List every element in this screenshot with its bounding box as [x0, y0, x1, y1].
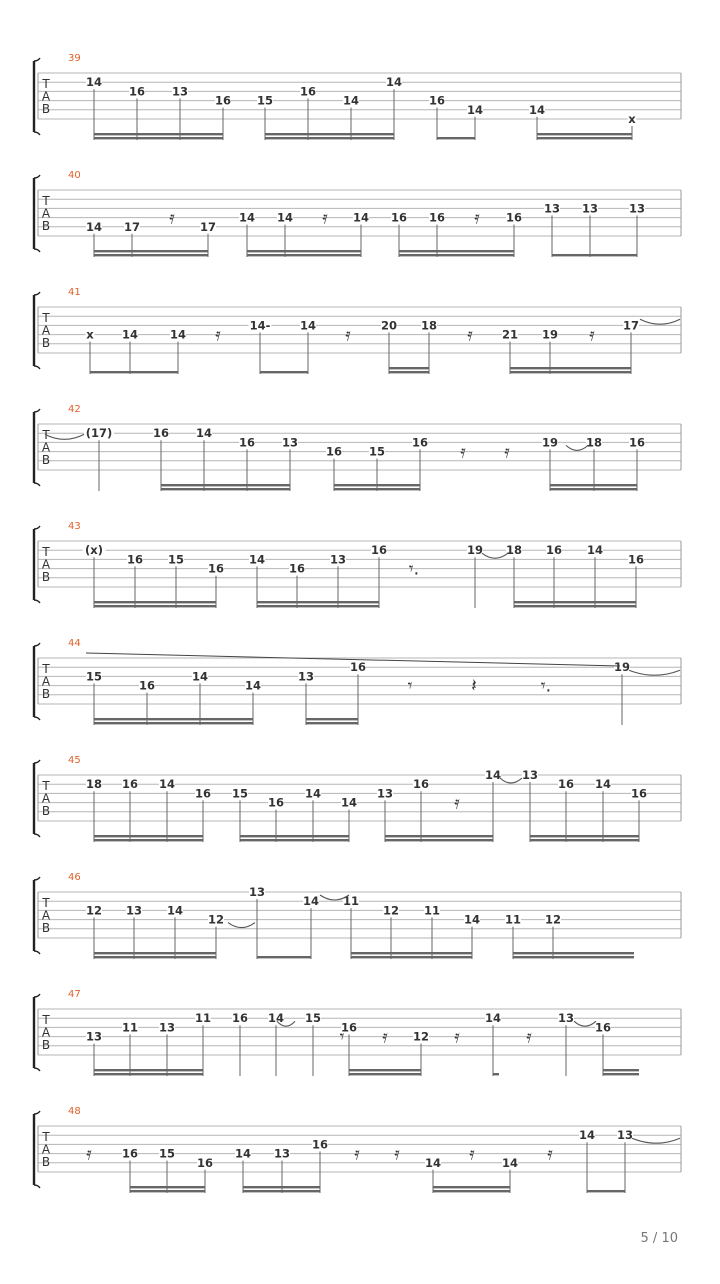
fret-number: 14 [166, 903, 184, 918]
fret-number: 19 [466, 543, 484, 558]
fret-number: 13 [171, 84, 189, 99]
rest: 𝄿 [474, 207, 480, 229]
beam [243, 1186, 320, 1188]
fret-number: 14 [299, 318, 317, 333]
fret-number: 19 [613, 660, 631, 675]
tie-arc [640, 319, 680, 324]
beam [510, 371, 631, 373]
beam [94, 956, 216, 958]
rest: 𝄿 [467, 324, 473, 346]
beam [240, 839, 349, 841]
fret-number: 13 [521, 768, 539, 782]
tab-clef-letter: T [42, 779, 50, 794]
measure-number: 39 [68, 53, 81, 64]
fret-number: 14 [586, 543, 604, 558]
beam [94, 133, 223, 135]
tab-system [34, 1106, 681, 1193]
rest: 𝄽 [471, 675, 477, 697]
fret-number: 14 [594, 777, 612, 792]
fret-number: 16 [121, 777, 139, 792]
fret-number: 13 [125, 903, 143, 918]
tab-system [34, 53, 681, 140]
fret-number: 13 [628, 201, 646, 216]
beam [513, 956, 634, 958]
beam [94, 254, 208, 256]
beam [94, 839, 203, 841]
beam [130, 1186, 205, 1188]
fret-number: (17) [85, 426, 113, 441]
beam [306, 718, 358, 720]
rest: 𝄿 [215, 324, 221, 346]
rest: 𝄾 [339, 1026, 345, 1048]
fret-number: 16 [214, 93, 232, 108]
beam [161, 484, 290, 486]
fret-number: 11 [504, 912, 522, 927]
beam [247, 254, 361, 256]
fret-number: 14 [158, 777, 176, 792]
fret-number: 19 [541, 327, 559, 342]
fret-number: 14 [85, 75, 103, 90]
fret-number: 16 [288, 561, 306, 576]
rest: 𝄿 [382, 1026, 388, 1048]
fret-number: 16 [121, 1146, 139, 1161]
fret-number: 16 [630, 786, 648, 801]
measure-number: 48 [68, 1106, 81, 1117]
beam [530, 835, 639, 837]
beam [130, 1190, 205, 1192]
tab-clef-letter: A [41, 1025, 51, 1040]
rest: 𝄿 [394, 1143, 400, 1165]
fret-number: 16 [557, 777, 575, 792]
fret-number: 16 [594, 1020, 612, 1035]
tab-clef-letter: B [41, 335, 51, 350]
fret-number: 16 [412, 777, 430, 792]
fret-number: 14 [466, 102, 484, 117]
rest: 𝄿 [86, 1143, 92, 1165]
tab-clef-letter: T [42, 662, 50, 677]
tab-clef-letter: A [41, 206, 51, 221]
fret-number: 15 [158, 1146, 176, 1161]
fret-number: 11 [121, 1020, 139, 1035]
beam [94, 1069, 203, 1071]
measure-number: 47 [68, 989, 81, 1000]
fret-number: 17 [199, 219, 217, 234]
fret-number: 18 [85, 777, 103, 792]
beam [94, 605, 216, 607]
fret-number: 13 [297, 669, 315, 684]
tie-arc [500, 778, 522, 783]
tab-clef-letter: B [41, 1037, 51, 1052]
fret-number: 14 [238, 210, 256, 225]
tab-clef-letter: T [42, 1013, 50, 1028]
fret-number: 16 [411, 435, 429, 450]
fret-number: 16 [627, 552, 645, 567]
fret-number: 14 [169, 327, 187, 342]
rest: 𝄿 [589, 324, 595, 346]
fret-number: 14 [342, 93, 360, 108]
tab-clef-letter: T [42, 311, 50, 326]
beam [437, 137, 475, 139]
fret-number: 14- [249, 318, 271, 333]
fret-number: 14 [234, 1146, 252, 1161]
beam [389, 371, 429, 373]
fret-number: 16 [545, 543, 563, 558]
tab-clef-letter: A [41, 89, 51, 104]
rest: 𝄿 [526, 1026, 532, 1048]
fret-number: 14 [191, 669, 209, 684]
beam [351, 956, 472, 958]
fret-number: 16 [390, 210, 408, 225]
fret-number: 12 [382, 903, 400, 918]
beam [94, 952, 216, 954]
beam [510, 367, 631, 369]
beam [334, 484, 420, 486]
tie-arc [228, 923, 255, 928]
tab-clef-letter: B [41, 101, 51, 116]
fret-number: 15 [85, 669, 103, 684]
tab-clef-letter: T [42, 77, 50, 92]
rest: 𝄿 [460, 441, 466, 463]
rest: 𝄾 [407, 675, 413, 697]
tab-clef-letter: A [41, 674, 51, 689]
measure-number: 46 [68, 872, 81, 883]
rest: 𝄿 [454, 792, 460, 814]
tab-system [34, 287, 681, 374]
fret-number: 14 [302, 894, 320, 909]
fret-number: 14 [304, 786, 322, 801]
fret-number: 21 [501, 327, 519, 342]
fret-number: 16 [311, 1137, 329, 1152]
tab-clef-letter: B [41, 920, 51, 935]
beam [385, 839, 493, 841]
tab-clef-letter: T [42, 545, 50, 560]
beam [94, 718, 253, 720]
tie-arc [45, 434, 84, 439]
rest: 𝄿 [354, 1143, 360, 1165]
fret-number: 11 [342, 894, 360, 909]
fret-number: 20 [380, 318, 398, 333]
beam [257, 601, 379, 603]
tab-clef-letter: A [41, 323, 51, 338]
beam [351, 952, 472, 954]
beam [399, 254, 514, 256]
beam [94, 250, 208, 252]
beam [399, 250, 514, 252]
fret-number: 13 [85, 1029, 103, 1044]
tab-clef-letter: B [41, 803, 51, 818]
beam [493, 1073, 499, 1075]
tab-clef-letter: B [41, 686, 51, 701]
beam [433, 1186, 510, 1188]
beam [603, 1073, 639, 1075]
fret-number: 16 [207, 561, 225, 576]
tab-clef-letter: A [41, 791, 51, 806]
fret-number: 16 [267, 795, 285, 810]
measure-number: 45 [68, 755, 81, 766]
fret-number: 15 [231, 786, 249, 801]
page-number: 5 / 10 [640, 1231, 678, 1246]
tab-clef-letter: T [42, 896, 50, 911]
measure-number: 43 [68, 521, 81, 532]
tab-clef-letter: A [41, 908, 51, 923]
fret-number: 11 [423, 903, 441, 918]
fret-number: 18 [505, 543, 523, 558]
fret-number: 14 [352, 210, 370, 225]
beam [537, 137, 632, 139]
fret-number: 14 [121, 327, 139, 342]
fret-number: 13 [158, 1020, 176, 1035]
fret-number: 14 [276, 210, 294, 225]
fret-number: 16 [370, 543, 388, 558]
beam [90, 371, 178, 373]
beam [306, 722, 358, 724]
fret-number: (x) [85, 543, 103, 558]
measure-number: 40 [68, 170, 81, 181]
rest: 𝄿 [469, 1143, 475, 1165]
fret-number: 16 [428, 93, 446, 108]
fret-number: 12 [85, 903, 103, 918]
fret-number: 13 [557, 1011, 575, 1026]
tab-system [34, 638, 681, 725]
beam [537, 133, 632, 135]
fret-number: 14 [424, 1155, 442, 1170]
fret-number: 13 [273, 1146, 291, 1161]
fret-number: 17 [123, 219, 141, 234]
fret-number: 13 [581, 201, 599, 216]
beam [161, 488, 290, 490]
fret-number: 16 [196, 1155, 214, 1170]
beam [265, 133, 394, 135]
beam [265, 137, 394, 139]
fret-number: 17 [622, 318, 640, 333]
fret-number: 12 [544, 912, 562, 927]
tab-system [34, 872, 681, 959]
tab-clef-letter: T [42, 1130, 50, 1145]
tie-arc [566, 445, 588, 450]
fret-number: 13 [248, 885, 266, 899]
fret-number: 14 [385, 75, 403, 90]
fret-number: 16 [428, 210, 446, 225]
tab-clef-letter: A [41, 1142, 51, 1157]
fret-number: 16 [238, 435, 256, 450]
rest: 𝄿 [547, 1143, 553, 1165]
fret-number: 14 [244, 678, 262, 693]
beam [94, 835, 203, 837]
fret-number: 18 [585, 435, 603, 450]
beam [552, 254, 637, 256]
rest: 𝄾. [408, 558, 420, 580]
beam [550, 488, 637, 490]
beam [260, 371, 308, 373]
fret-number: 14 [578, 1128, 596, 1143]
fret-number: 16 [505, 210, 523, 225]
tab-system [34, 989, 681, 1076]
fret-number: 19 [541, 435, 559, 450]
tab-clef-letter: B [41, 218, 51, 233]
beam [550, 484, 637, 486]
beam [240, 835, 349, 837]
beam [257, 956, 311, 958]
beam [433, 1190, 510, 1192]
fret-number: 14 [85, 219, 103, 234]
fret-number: 15 [167, 552, 185, 567]
rest: 𝄿 [322, 207, 328, 229]
tie-arc [482, 553, 508, 558]
tab-system [34, 404, 681, 491]
measure-number: 44 [68, 638, 81, 649]
fret-number: 12 [207, 912, 225, 927]
fret-number: x [628, 112, 636, 126]
fret-number: 13 [329, 552, 347, 567]
fret-number: 16 [628, 435, 646, 450]
rest: 𝄿 [454, 1026, 460, 1048]
fret-number: 13 [616, 1128, 634, 1143]
fret-number: 11 [194, 1011, 212, 1026]
fret-number: 16 [349, 660, 367, 675]
fret-number: 13 [543, 201, 561, 216]
fret-number: 16 [299, 84, 317, 99]
beam [349, 1073, 421, 1075]
fret-number: 14 [248, 552, 266, 567]
fret-number: 16 [231, 1011, 249, 1026]
tab-system [34, 170, 681, 257]
fret-number: 16 [138, 678, 156, 693]
fret-number: 16 [340, 1020, 358, 1035]
tab-system [34, 755, 681, 842]
fret-number: 16 [152, 426, 170, 441]
tie-arc [632, 1138, 680, 1143]
fret-number: 15 [256, 93, 274, 108]
fret-number: 13 [376, 786, 394, 801]
measure-number: 42 [68, 404, 81, 415]
fret-number: 14 [501, 1155, 519, 1170]
fret-number: 18 [420, 318, 438, 333]
tab-clef-letter: B [41, 1154, 51, 1169]
fret-number: 14 [463, 912, 481, 927]
fret-number: 15 [304, 1011, 322, 1026]
fret-number: 14 [528, 102, 546, 117]
tab-clef-letter: B [41, 569, 51, 584]
beam [94, 137, 223, 139]
rest: 𝄾. [540, 675, 552, 697]
beam [389, 367, 429, 369]
tab-clef-letter: T [42, 194, 50, 209]
beam [514, 601, 636, 603]
fret-number: 16 [325, 444, 343, 459]
tie-arc [574, 1021, 596, 1026]
fret-number: 14 [484, 768, 502, 782]
tab-clef-letter: B [41, 452, 51, 467]
beam [94, 1073, 203, 1075]
tab-system [34, 521, 681, 608]
beam [530, 839, 639, 841]
beam [349, 1069, 421, 1071]
fret-number: 14 [267, 1011, 285, 1026]
fret-number: 15 [368, 444, 386, 459]
tab-clef-letter: T [42, 428, 50, 443]
beam [514, 605, 636, 607]
fret-number: 16 [194, 786, 212, 801]
beam [94, 722, 253, 724]
beam [603, 1069, 639, 1071]
beam [587, 1190, 625, 1192]
tab-clef-letter: A [41, 440, 51, 455]
measure-number: 41 [68, 287, 81, 298]
fret-number: 16 [128, 84, 146, 99]
rest: 𝄿 [169, 207, 175, 229]
fret-number: 14 [195, 426, 213, 441]
fret-number: 14 [484, 1011, 502, 1026]
beam [257, 605, 379, 607]
fret-number: 12 [412, 1029, 430, 1044]
fret-number: x [86, 327, 94, 342]
fret-number: 16 [126, 552, 144, 567]
beam [243, 1190, 320, 1192]
tab-clef-letter: A [41, 557, 51, 572]
beam [334, 488, 420, 490]
fret-number: 13 [281, 435, 299, 450]
tie-arc [629, 670, 680, 675]
beam [385, 835, 493, 837]
rest: 𝄿 [345, 324, 351, 346]
fret-number: 14 [340, 795, 358, 810]
beam [247, 250, 361, 252]
beam [94, 601, 216, 603]
beam [513, 952, 634, 954]
rest: 𝄿 [504, 441, 510, 463]
